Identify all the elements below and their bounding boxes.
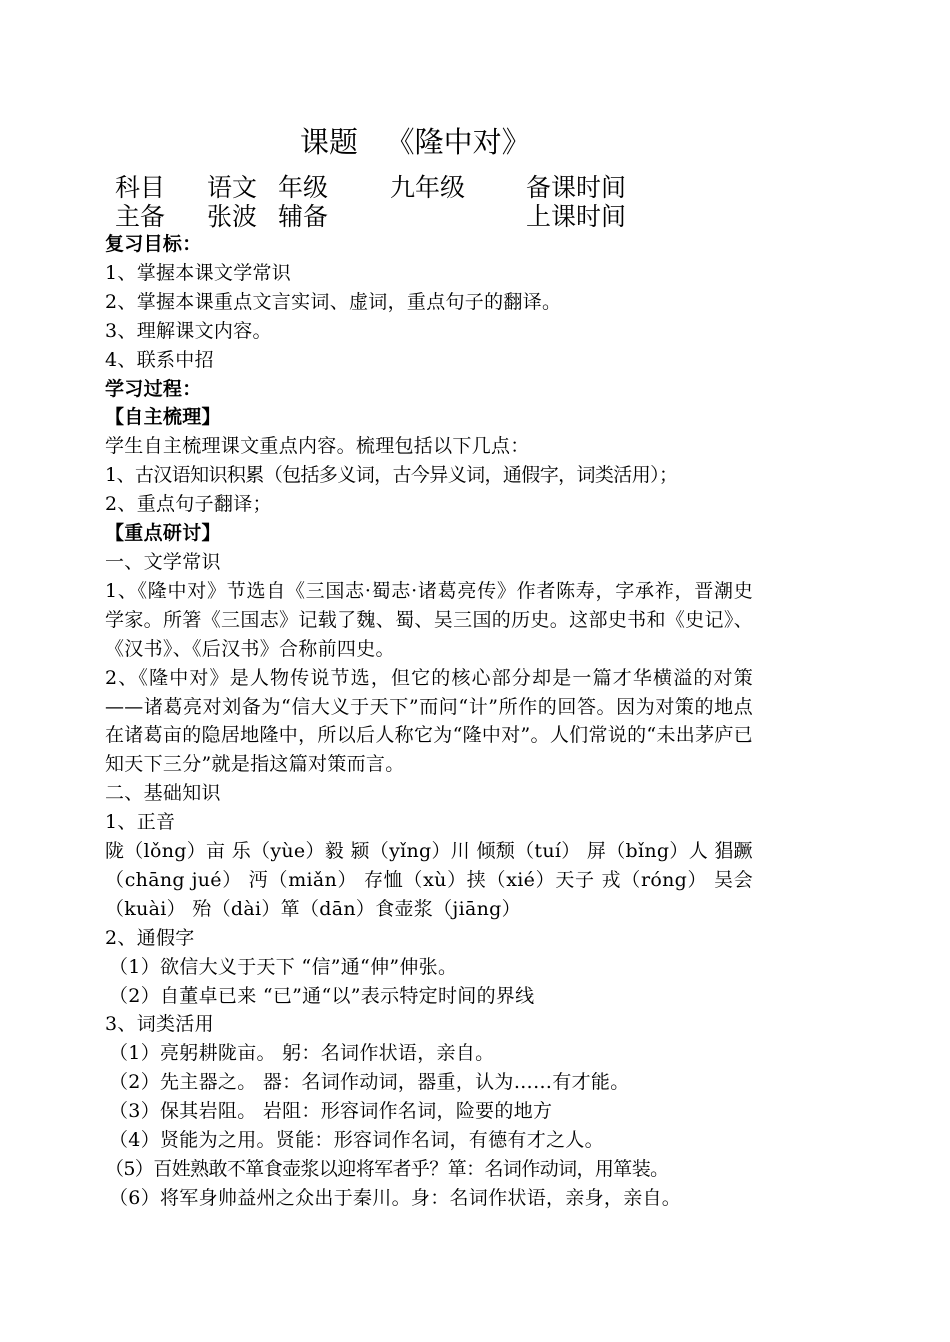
grade-label: 年级 bbox=[278, 173, 329, 202]
focus-heading: 【重点研讨】 bbox=[105, 522, 221, 545]
process-heading: 学习过程： bbox=[105, 377, 202, 400]
pronunciation-text: 陇（lǒng）亩 乐（yùe）毅 颍（yǐng）川 倾颓（tuí） 屏（bǐng）人 猖蹶（chāng jué） 沔（miǎn） 存恤（xù）挟（xié）天子 戎（róng） 吴会（kuài） 殆（dài）箪（dān）食壶浆（jiāng） bbox=[105, 840, 753, 920]
self-study-line: 2、重点句子翻译； bbox=[105, 493, 272, 516]
assistant-preparer-label: 辅备 bbox=[278, 202, 329, 231]
tongjia-heading: 2、通假字 bbox=[105, 926, 195, 949]
literature-paragraph-1: 1、《隆中对》节选自《三国志·蜀志·诸葛亮传》作者陈寿，字承祚，晋潮史学家。所箸《三国志》记载了魏、蜀、吴三国的历史。这部史书和《史记》、《汉书》、《后汉书》合称前四史。 bbox=[105, 579, 753, 660]
prep-time-label: 备课时间 bbox=[526, 173, 627, 202]
cilei-item: （2）先主器之。 器：名词作动词，器重，认为……有才能。 bbox=[109, 1071, 630, 1094]
document-body bbox=[105, 230, 753, 1213]
self-study-heading: 【自主梳理】 bbox=[105, 406, 221, 429]
class-time-label: 上课时间 bbox=[526, 202, 627, 231]
cilei-item: （1）亮躬耕陇亩。 躬：名词作状语，亲自。 bbox=[109, 1042, 495, 1065]
cilei-item: （4）贤能为之用。贤能：形容词作名词，有德有才之人。 bbox=[109, 1129, 604, 1152]
literature-paragraph-2: 2、《隆中对》是人物传说节选，但它的核心部分却是一篇才华横溢的对策——诸葛亮对刘备为“信大义于天下”而问“计”所作的回答。因为对策的地点在诸葛亩的隐居地隆中，所以后人称它为“隆中对”。人们常说的“未出茅庐已知天下三分”就是指这篇对策而言。 bbox=[105, 666, 753, 776]
subject-value: 语文 bbox=[207, 173, 258, 202]
subject-label: 科目 bbox=[115, 173, 166, 202]
basic-knowledge-heading: 二、基础知识 bbox=[105, 782, 221, 805]
document-title: 课题 《隆中对》 bbox=[300, 125, 531, 159]
literature-heading: 一、文学常识 bbox=[105, 550, 221, 573]
goal-item: 1、掌握本课文学常识 bbox=[105, 261, 292, 284]
cilei-heading: 3、词类活用 bbox=[105, 1013, 214, 1036]
tongjia-item: （2）自董卓已来 “已”通“以”表示特定时间的界线 bbox=[109, 984, 535, 1007]
tongjia-item: （1）欲信大义于天下 “信”通“伸”伸张。 bbox=[109, 955, 458, 978]
cilei-item: （5）百姓熟敢不箪食壶浆以迎将军者乎？箪：名词作动词，用箪装。 bbox=[105, 1158, 669, 1180]
goals-heading: 复习目标： bbox=[105, 233, 202, 255]
cilei-item: （3）保其岩阻。 岩阻：形容词作名词，险要的地方 bbox=[109, 1100, 553, 1123]
goal-item: 3、理解课文内容。 bbox=[105, 319, 272, 342]
cilei-item: （6）将军身帅益州之众出于秦川。身：名词作状语，亲身，亲自。 bbox=[109, 1186, 682, 1209]
main-preparer-value: 张波 bbox=[207, 202, 258, 231]
pronunciation-heading: 1、正音 bbox=[105, 811, 176, 834]
self-study-line: 1、古汉语知识积累（包括多义词，古今异义词，通假字，词类活用）； bbox=[105, 464, 678, 487]
self-study-line: 学生自主梳理课文重点内容。梳理包括以下几点： bbox=[105, 435, 530, 458]
grade-value: 九年级 bbox=[390, 173, 466, 202]
main-preparer-label: 主备 bbox=[115, 202, 166, 231]
goal-item: 2、掌握本课重点文言实词、虚词，重点句子的翻译。 bbox=[105, 290, 562, 313]
goal-item: 4、联系中招 bbox=[105, 348, 214, 371]
